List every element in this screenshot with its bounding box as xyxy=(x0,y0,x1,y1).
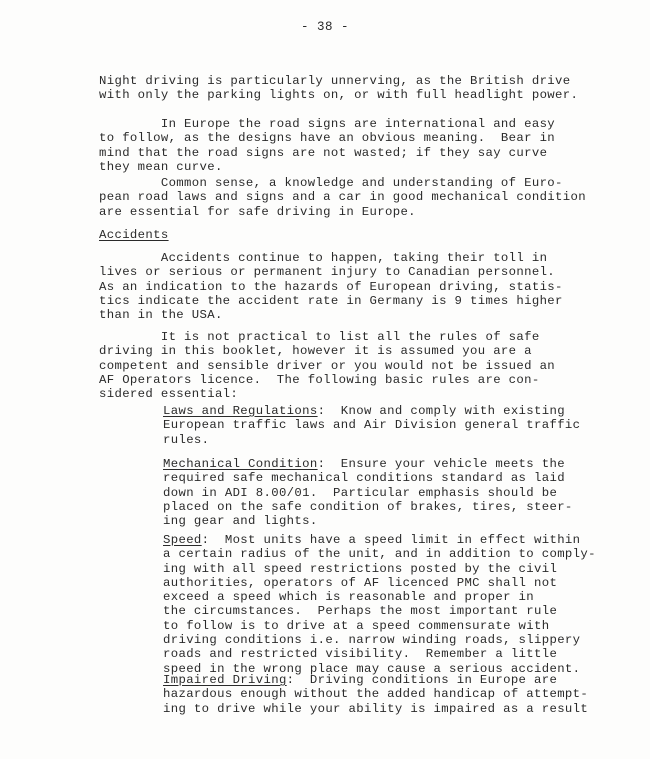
paragraph-night-driving: Night driving is particularly unnerving, as the British drive with only the parking lights on, or with full headlight power. xyxy=(99,74,579,103)
rule-label-speed: Speed xyxy=(163,533,202,547)
paragraph-accidents: Accidents continue to happen, taking their toll in lives or serious or permanent injury to Canadian personnel. As an indication to the hazards of European driving, statis- tics indicate the accident rate in Germany is 9 times higher than in the USA. xyxy=(99,251,563,323)
rule-mechanical-condition: Mechanical Condition: Ensure your vehicle meets the required safe mechanical conditions standard as laid down in ADI 8.00/01. Particular emphasis should be placed on the safe condition of brakes, tires, steer- ing gear and lights. xyxy=(163,457,573,529)
paragraph-basic-rules: It is not practical to list all the rules of safe driving in this booklet, however it is assumed you are a competent and sensible driver or you would not be issued an AF Operators licence. The following basic rules are con- sidered essential: xyxy=(99,330,556,402)
rule-label-impaired: Impaired Driving xyxy=(163,673,287,687)
page-number: - 38 - xyxy=(300,20,349,34)
rule-label-mechanical: Mechanical Condition xyxy=(163,457,318,471)
rule-laws-and-regulations: Laws and Regulations: Know and comply with existing European traffic laws and Air Division general traffic rules. xyxy=(163,404,581,447)
rule-label-laws: Laws and Regulations xyxy=(163,404,318,418)
rule-impaired-driving: Impaired Driving: Driving conditions in Europe are hazardous enough without the added handicap of attempt- ing to drive while your ability is impaired as a result xyxy=(163,673,589,716)
rule-speed: Speed: Most units have a speed limit in effect within a certain radius of the unit, and in addition to comply- ing with all speed restrictions posted by the civil authorities, operators of AF licenced PMC shall not exceed a speed which is reasonable and proper in the circumstances. Perhaps the most important rule to follow is to drive at a speed commensurate with driving conditions i.e. narrow winding roads, slippery roads and restricted visibility. Remember a little speed in the wrong place may cause a serious accident. xyxy=(163,533,596,676)
paragraph-common-sense: Common sense, a knowledge and understanding of Euro- pean road laws and signs and a car in good mechanical condition are essential for safe driving in Europe. xyxy=(99,176,586,219)
section-heading-accidents: Accidents xyxy=(99,228,169,242)
paragraph-road-signs: In Europe the road signs are international and easy to follow, as the designs have an obvious meaning. Bear in mind that the road signs are not wasted; if they say curve they mean curve. xyxy=(99,117,556,174)
